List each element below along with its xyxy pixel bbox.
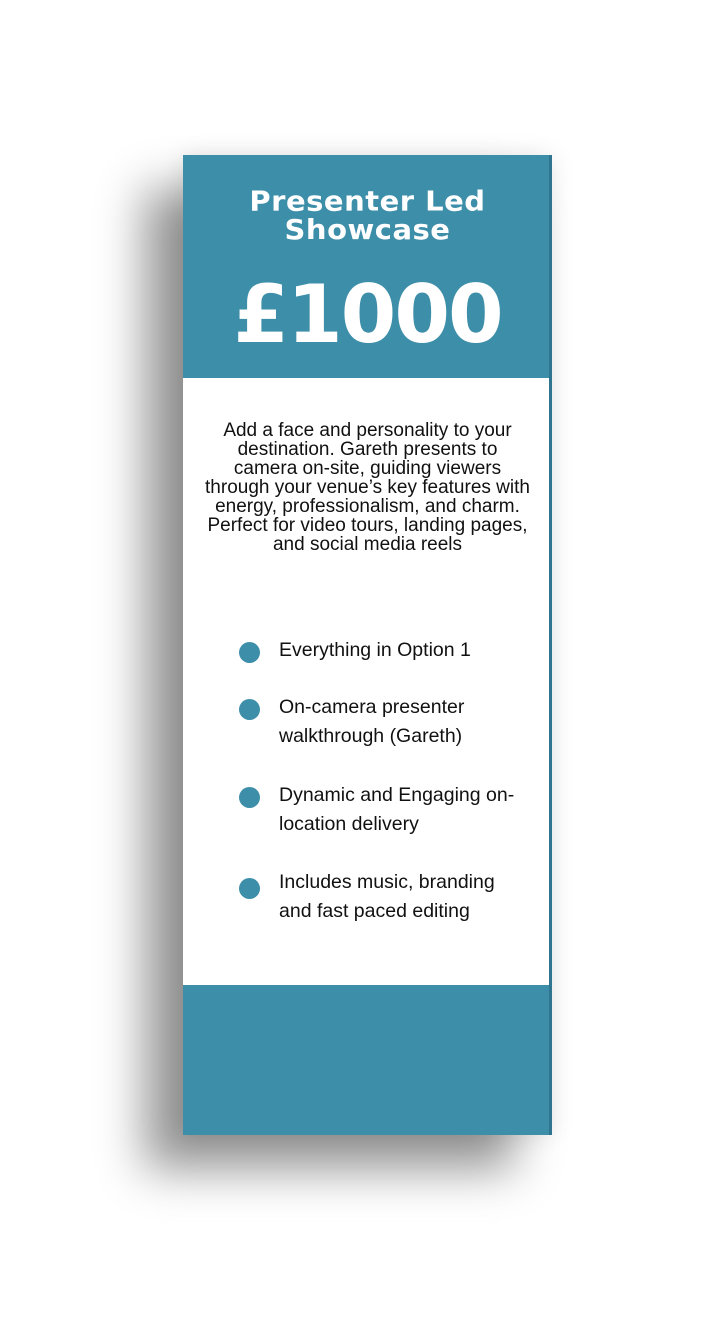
card-edge-divider [549, 155, 552, 1135]
pricing-card [183, 155, 552, 1135]
circle-bullet-icon [239, 878, 260, 899]
plan-price: £1000 [233, 268, 502, 361]
plan-description: Add a face and personality to your destination. Gareth presents to camera on-site, guiding viewers through your venue’s key features with energy, professionalism, and charm. Perfect for video tours, landing pages, and social media reels [205, 420, 530, 555]
feature-text: Dynamic and Engaging on-location delivery [279, 784, 515, 835]
pricing-card-header [183, 155, 552, 378]
feature-text: Includes music, branding and fast paced editing [279, 871, 495, 922]
plan-title: Presenter Led Showcase [249, 184, 486, 246]
feature-text: On-camera presenter walkthrough (Gareth) [279, 696, 465, 747]
feature-text: Everything in Option 1 [279, 639, 471, 661]
circle-bullet-icon [239, 787, 260, 808]
pricing-card-footer [183, 985, 552, 1135]
circle-bullet-icon [239, 699, 260, 720]
circle-bullet-icon [239, 642, 260, 663]
